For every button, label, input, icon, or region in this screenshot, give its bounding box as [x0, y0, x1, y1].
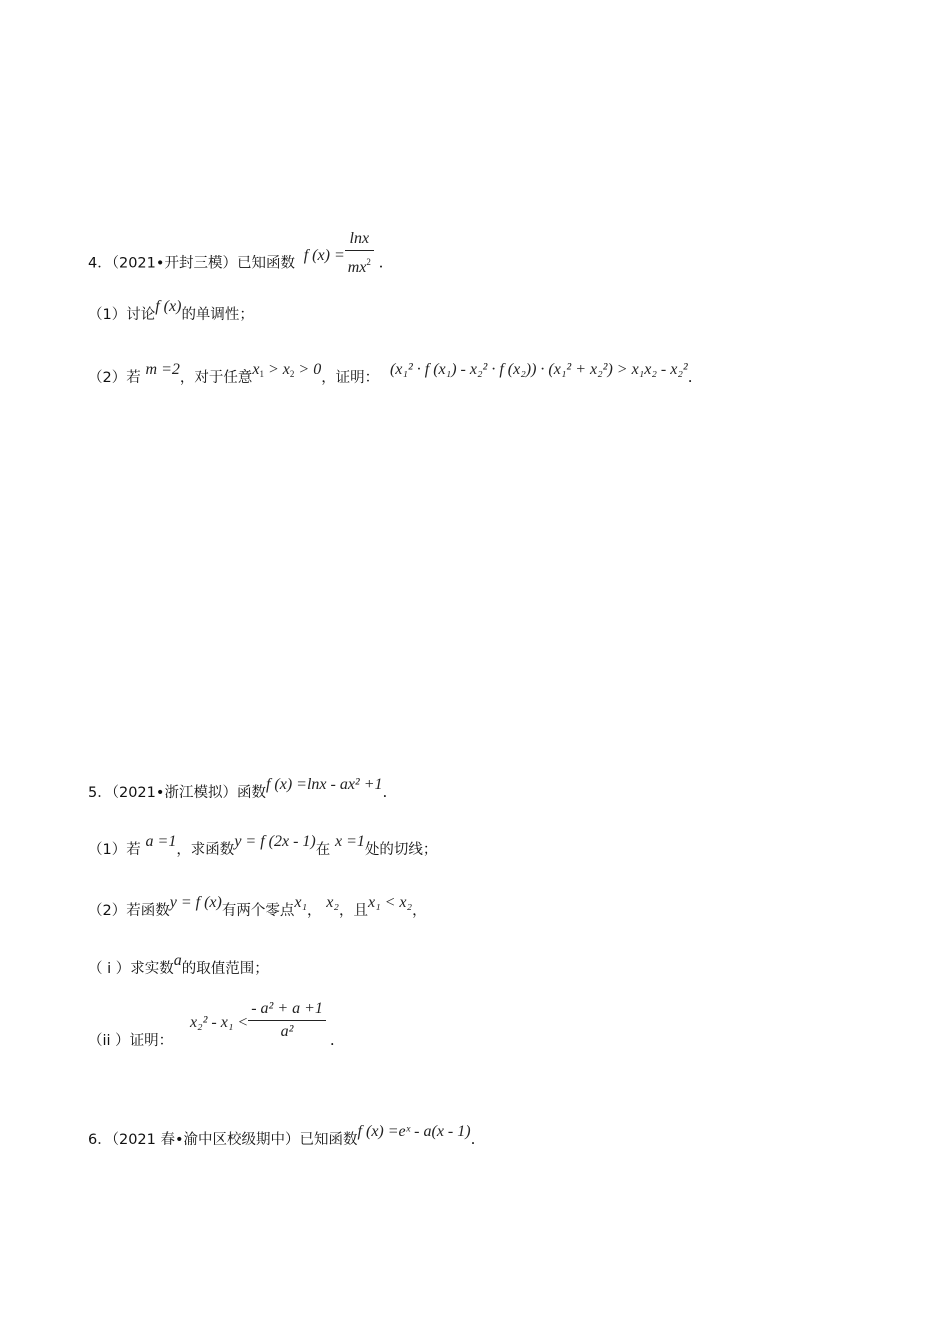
inline-math-x1: x₁ — [294, 894, 308, 911]
function-lhs: f (x) = — [303, 246, 345, 264]
problem-source: （2021•开封三模）已知函数 — [111, 255, 295, 272]
inline-math-a: a — [173, 952, 182, 969]
fraction-denominator: a² — [280, 1023, 294, 1040]
problem-5-part-1 — [88, 833, 438, 859]
part-text: 在 — [315, 842, 331, 858]
problem-source: （2021 春•渝中区校级期中）已知函数 — [111, 1132, 358, 1148]
problem-5-subpart-ii — [88, 990, 335, 1049]
inline-math-x2: x₂ — [326, 894, 339, 911]
fraction-denominator: $mx^2$ — [347, 257, 371, 276]
fraction-numerator: lnx — [345, 228, 374, 251]
inline-math: f (x) — [155, 298, 182, 315]
part-text: 处的切线； — [364, 842, 438, 858]
function-fraction — [345, 228, 374, 279]
problem-number: 6． — [88, 1132, 112, 1148]
inequality-lhs: x₂² - x₁ < — [189, 1013, 249, 1031]
fraction-numerator: - a² + a +1 — [248, 998, 326, 1021]
problem-number: 4． — [88, 255, 112, 272]
inline-math-a: a =1 — [145, 833, 177, 850]
problem-6-heading — [88, 1123, 476, 1149]
function-definition: f (x) =eˣ - a(x - 1) — [357, 1123, 471, 1140]
problem-4-part-1 — [88, 298, 254, 324]
inline-math-y: y = f (2x - 1) — [234, 833, 316, 850]
part-label: （2）若 — [88, 370, 141, 386]
part-text: 的取值范围； — [181, 961, 269, 977]
period: . — [382, 783, 388, 801]
part-label: （2）若函数 — [88, 903, 170, 919]
problem-4-part-2 — [88, 361, 693, 387]
problem-source: （2021•浙江模拟）函数 — [111, 785, 266, 801]
problem-number: 5． — [88, 785, 112, 801]
inequality-fraction — [248, 998, 326, 1043]
part-label: （1）若 — [88, 842, 141, 858]
part-label: （ i ）求实数 — [88, 961, 174, 977]
proof-expression: (x₁² · f (x₁) - x₂² · f (x₂)) · (x₁² + x₂²) > x₁x₂ - x₂² — [389, 361, 688, 378]
inline-math-x: x =1 — [335, 833, 365, 850]
problem-5-heading — [88, 776, 388, 802]
part-label: （ii ）证明： — [88, 1032, 174, 1049]
part-text: 有两个零点 — [221, 903, 295, 919]
period: . — [329, 1030, 335, 1049]
part-text: ，对于任意 — [179, 370, 253, 386]
problem-5-subpart-i — [88, 952, 269, 978]
part-label: （1）讨论 — [88, 307, 156, 323]
problem-4-heading — [88, 230, 384, 289]
function-definition: f (x) =lnx - ax² +1 — [265, 776, 383, 793]
period: . — [687, 368, 693, 386]
problem-5-part-2 — [88, 894, 427, 920]
inline-math-m: m =2 — [145, 361, 180, 378]
inline-math-condition: $x_1 > x_2 > 0$ — [252, 361, 322, 379]
period: . — [378, 253, 384, 272]
part-text: ，证明： — [321, 370, 380, 386]
period: . — [470, 1130, 476, 1148]
inline-math-order: x₁ < x₂ — [367, 894, 413, 911]
part-text: ，求函数 — [176, 842, 235, 858]
part-text: ，且 — [338, 903, 368, 919]
part-text: 的单调性； — [181, 307, 254, 323]
inline-math-y: y = f (x) — [169, 894, 222, 911]
part-text: ， — [412, 903, 427, 919]
part-text: ， — [307, 903, 322, 919]
